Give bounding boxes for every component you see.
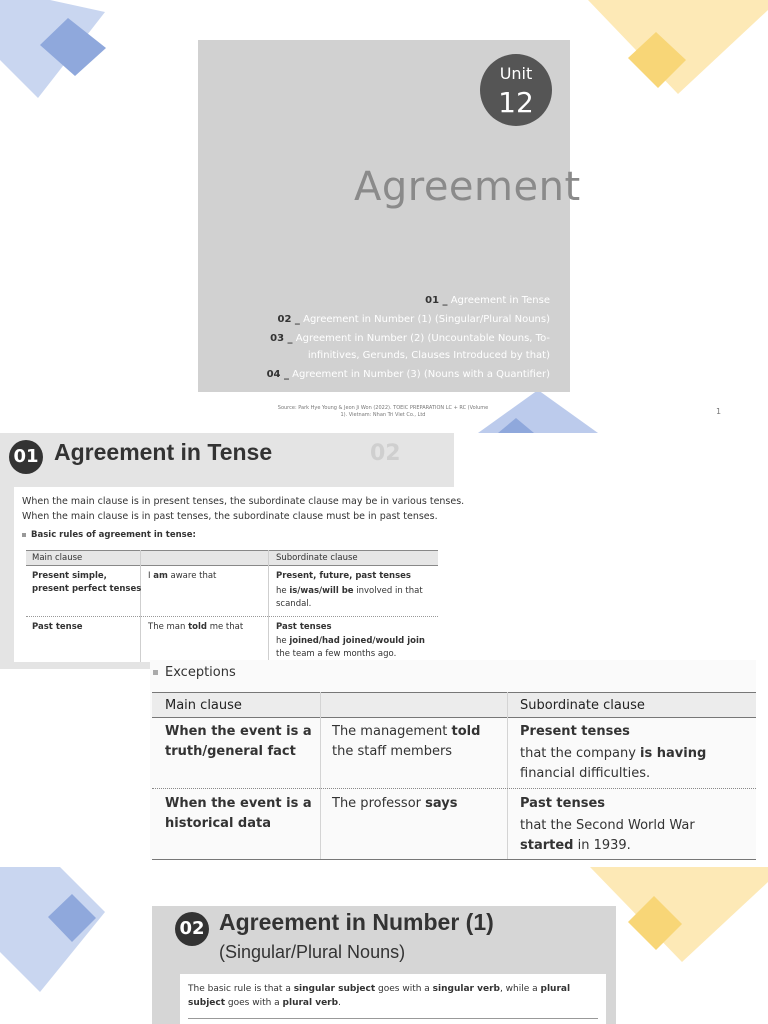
row2-example: The man told me that — [148, 622, 244, 632]
exception-row2-sub-heading: Past tenses — [520, 796, 606, 811]
yellow-diamond-bottom-right — [590, 862, 768, 1024]
exception-row2-example: The professor says — [332, 796, 458, 811]
toc-item-02: 02 _ Agreement in Number (1) (Singular/Plural Nouns) — [277, 314, 550, 325]
column-divider — [268, 550, 269, 662]
exception-row2-sub-example: that the Second World War started in 1939. — [520, 818, 695, 853]
header-subordinate-clause: Subordinate clause — [520, 698, 645, 713]
section-01-title: Agreement in Tense — [54, 439, 273, 465]
toc-item-03: 03 _ Agreement in Number (2) (Uncountable Nouns, To- — [270, 333, 550, 344]
rules-table-header — [26, 550, 438, 566]
row1-example: I am aware that — [148, 571, 217, 581]
exception-row1-main-clause: When the event is a truth/general fact — [165, 724, 312, 759]
toc-item-03-continued: infinitives, Gerunds, Clauses Introduced by that) — [307, 350, 550, 361]
exceptions-table-header — [152, 692, 756, 718]
intro-line-1: When the main clause is in present tenses, the subordinate clause may be in various tenses. — [22, 496, 465, 507]
next-section-ghost-badge: 02 — [370, 441, 401, 466]
exception-row1-sub-heading: Present tenses — [520, 724, 630, 739]
source-citation: Source: Park Hye Young & Jeon Ji Won (2022). TOEIC PREPARATION LC + RC (Volume 1). Vietnam: Nhan Tri Viet Co., Ltd — [277, 405, 489, 418]
row2-main-clause: Past tense — [32, 622, 83, 632]
column-divider — [140, 550, 141, 662]
row1-sub-example: he is/was/will be involved in that scandal. — [276, 586, 423, 609]
header-main-clause: Main clause — [32, 553, 83, 563]
row2-sub-heading: Past tenses — [276, 622, 332, 632]
section-02-title: Agreement in Number (1) — [219, 909, 494, 935]
row1-sub-heading: Present, future, past tenses — [276, 571, 411, 581]
unit-label: Unit — [499, 64, 533, 83]
exception-row1-sub-example: that the company is having financial difficulties. — [520, 746, 707, 781]
column-divider — [507, 692, 508, 859]
exception-row2-main-clause: When the event is a historical data — [165, 796, 312, 831]
table-bottom-rule — [152, 859, 756, 860]
section-02-subtitle: (Singular/Plural Nouns) — [219, 942, 406, 962]
header-main-clause: Main clause — [165, 698, 242, 713]
row-separator — [26, 616, 438, 617]
row1-main-clause: Present simple, present perfect tenses — [32, 571, 142, 594]
blue-diamond-bottom-left — [0, 862, 110, 1024]
rules-heading: Basic rules of agreement in tense: — [22, 530, 196, 540]
row-separator — [152, 788, 756, 789]
column-divider — [320, 692, 321, 859]
exceptions-heading: Exceptions — [153, 665, 236, 680]
table-top-rule — [188, 1018, 598, 1019]
section-01-badge: 01 — [9, 440, 43, 474]
section-02-badge: 02 — [175, 912, 209, 946]
bullet-square-icon — [153, 670, 158, 675]
toc-item-01: 01 _ Agreement in Tense — [425, 295, 550, 306]
basic-rule-text: The basic rule is that a singular subject goes with a singular verb, while a plural subject goes with a plural verb. — [188, 984, 571, 1008]
exception-row1-example: The management told the staff members — [332, 724, 481, 759]
unit-number: 12 — [498, 86, 534, 119]
bullet-square-icon — [22, 533, 26, 537]
header-subordinate-clause: Subordinate clause — [276, 553, 358, 563]
yellow-diamond-top-right — [588, 0, 768, 100]
blue-diamond-top-left — [0, 0, 110, 100]
row2-sub-example: he joined/had joined/would join the team a few months ago. — [276, 636, 425, 659]
toc-item-04: 04 _ Agreement in Number (3) (Nouns with a Quantifier) — [266, 369, 550, 380]
intro-line-2: When the main clause is in past tenses, the subordinate clause must be in past tenses. — [22, 511, 438, 522]
page-number: 1 — [716, 407, 722, 416]
cover-title: Agreement — [354, 164, 581, 210]
